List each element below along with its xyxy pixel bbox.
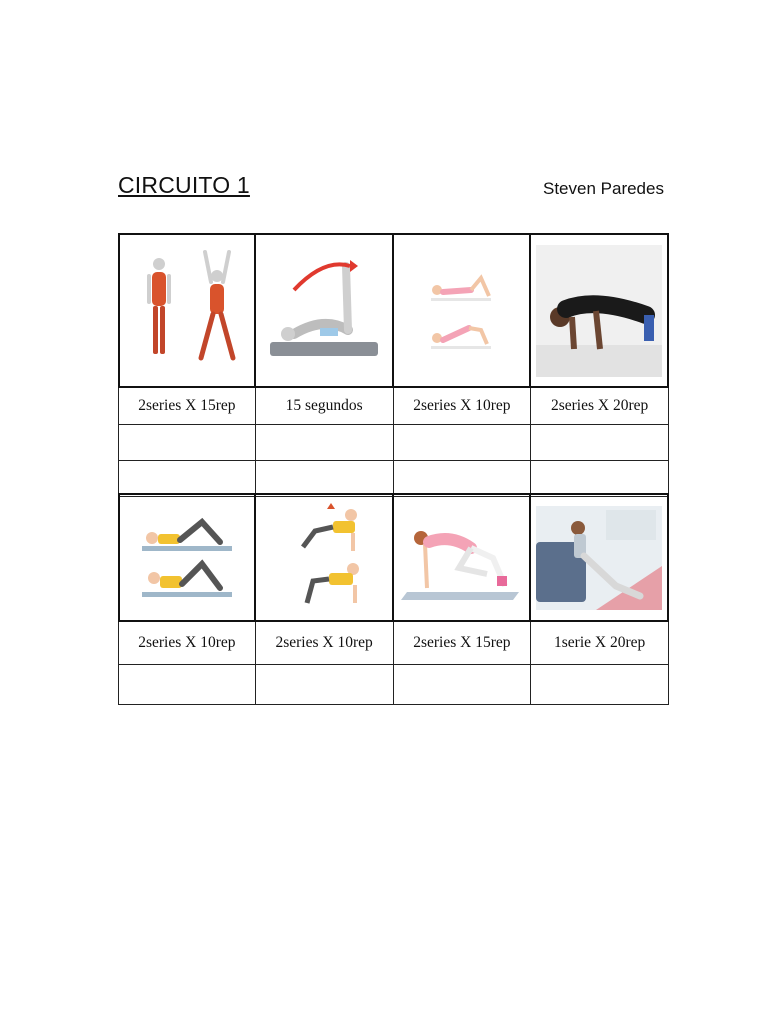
empty-row [118, 665, 669, 705]
reps-cell: 2series X 10rep [256, 622, 394, 665]
empty-cell [531, 425, 669, 461]
reps-cell: 2series X 15rep [394, 622, 532, 665]
reps-cell: 1serie X 20rep [531, 622, 669, 665]
reps-row [118, 622, 669, 665]
circuit-table-top [118, 233, 669, 497]
empty-row [118, 425, 669, 461]
reps-cell: 2series X 10rep [118, 622, 256, 665]
empty-cell [256, 461, 394, 497]
reverse-plank-illustration [256, 493, 394, 622]
document-author: Steven Paredes [543, 179, 664, 198]
empty-cell [118, 425, 256, 461]
empty-cell [256, 665, 394, 705]
jumping-jacks-illustration [118, 233, 256, 388]
reps-cell: 2series X 20rep [531, 388, 669, 425]
reps-cell: 2series X 15rep [118, 388, 256, 425]
crunch-illustration [118, 493, 256, 622]
empty-cell [256, 425, 394, 461]
reps-row [118, 388, 669, 425]
tricep-dip-photo [531, 493, 669, 622]
reps-cell: 15 segundos [256, 388, 394, 425]
mountain-climber-illustration [394, 493, 532, 622]
illustration-row [118, 493, 669, 622]
empty-cell [118, 665, 256, 705]
glute-bridge-illustration [394, 233, 532, 388]
empty-cell [531, 665, 669, 705]
empty-cell [394, 461, 532, 497]
empty-cell [394, 425, 532, 461]
empty-cell [531, 461, 669, 497]
push-up-photo [531, 233, 669, 388]
document-title: CIRCUITO 1 [118, 172, 250, 198]
empty-cell [394, 665, 532, 705]
illustration-row [118, 233, 669, 388]
circuit-table-bottom [118, 493, 669, 705]
reps-cell: 2series X 10rep [394, 388, 532, 425]
empty-row [118, 461, 669, 497]
leg-raise-illustration [256, 233, 394, 388]
empty-cell [118, 461, 256, 497]
